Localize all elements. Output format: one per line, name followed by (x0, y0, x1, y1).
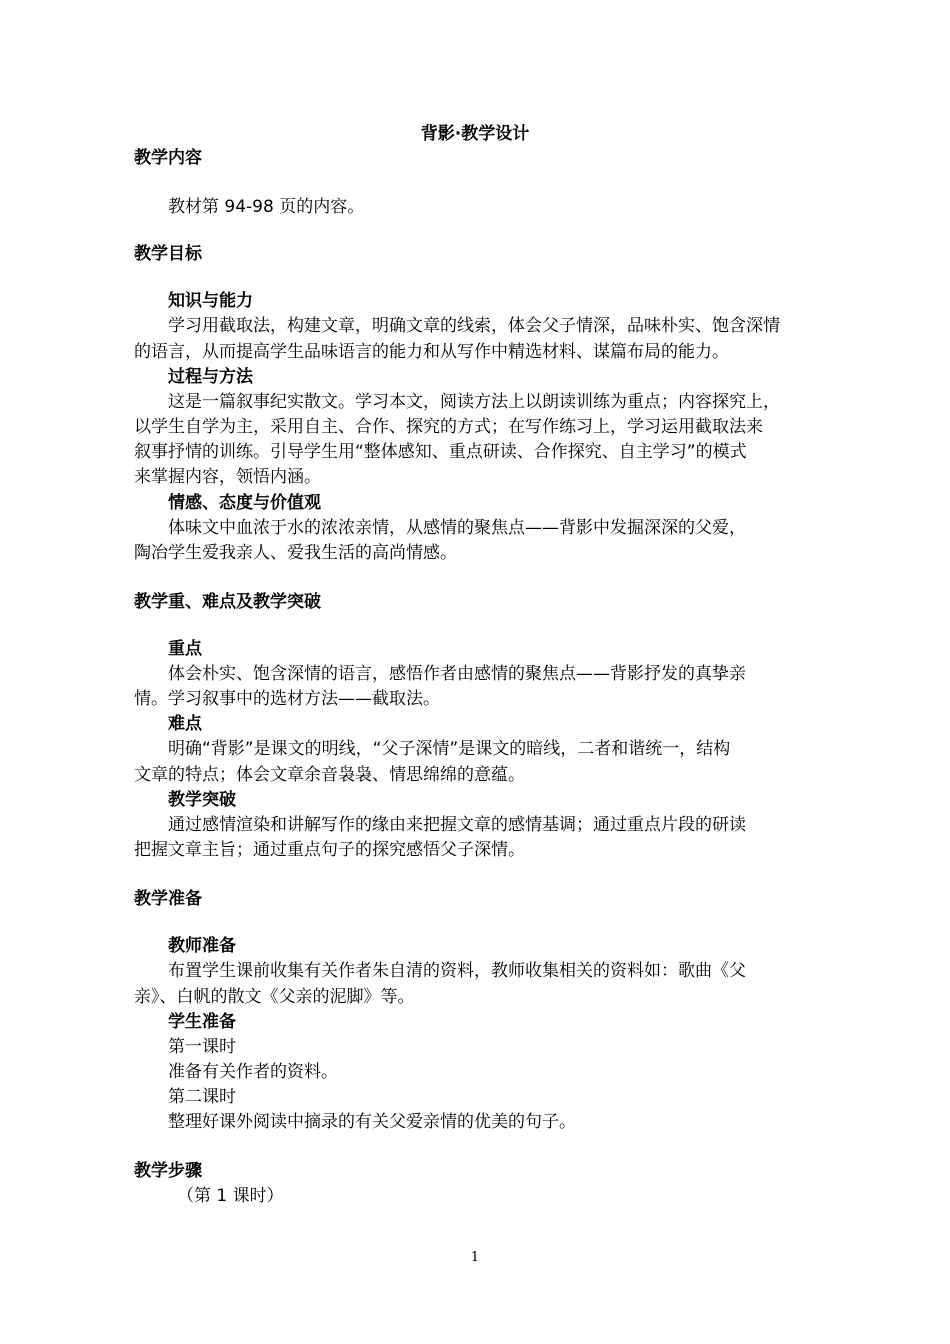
page-title: 背影·教学设计 (420, 124, 530, 144)
paragraph-line: 的语言，从而提高学生品味语言的能力和从写作中精选材料、谋篇布局的能力。 (134, 342, 729, 362)
paragraph-line: 情。学习叙事中的选材方法——截取法。 (134, 689, 440, 709)
paragraph-line: 叙事抒情的训练。引导学生用“整体感知、重点研读、合作探究、自主学习”的模式 (134, 442, 747, 462)
subheading-difficult: 难点 (168, 714, 202, 734)
lesson-label: （第 1 课时） (177, 1186, 284, 1206)
paragraph-line: 陶冶学生爱我亲人、爱我生活的高尚情感。 (134, 543, 457, 563)
paragraph-line: 整理好课外阅读中摘录的有关父爱亲情的优美的句子。 (168, 1112, 576, 1132)
paragraph-line: 把握文章主旨；通过重点句子的探究感悟父子深情。 (134, 840, 525, 860)
paragraph-line: 文章的特点；体会文章余音袅袅、情思绵绵的意蕴。 (134, 765, 525, 785)
paragraph-line: 布置学生课前收集有关作者朱自清的资料，教师收集相关的资料如：歌曲《父 (168, 961, 746, 981)
paragraph-line: 明确“背影”是课文的明线，“父子深情”是课文的暗线，二者和谐统一，结构 (168, 739, 731, 759)
heading-key-difficult: 教学重、难点及教学突破 (134, 592, 321, 612)
paragraph-line: 第二课时 (168, 1087, 236, 1107)
page-number: 1 (470, 1250, 480, 1265)
subheading-knowledge: 知识与能力 (168, 291, 253, 311)
paragraph-line: 第一课时 (168, 1037, 236, 1057)
subheading-process: 过程与方法 (168, 367, 253, 387)
subheading-teacher-prep: 教师准备 (168, 936, 236, 956)
paragraph-line: 准备有关作者的资料。 (168, 1062, 338, 1082)
paragraph-line: 这是一篇叙事纪实散文。学习本文，阅读方法上以朗读训练为重点；内容探究上， (168, 392, 780, 412)
paragraph-line: 亲》、白帆的散文《父亲的泥脚》等。 (134, 987, 415, 1007)
subheading-breakthrough: 教学突破 (168, 790, 236, 810)
subheading-emotion: 情感、态度与价值观 (168, 493, 321, 513)
heading-preparation: 教学准备 (134, 889, 202, 909)
paragraph-line: 学习用截取法，构建文章，明确文章的线索，体会父子情深，品味朴实、饱含深情 (168, 316, 780, 336)
subheading-student-prep: 学生准备 (168, 1012, 236, 1032)
subheading-key: 重点 (168, 639, 202, 659)
paragraph-line: 体味文中血浓于水的浓浓亲情，从感情的聚焦点——背影中发掘深深的父爱， (168, 518, 746, 538)
paragraph-teaching-content: 教材第 94-98 页的内容。 (168, 197, 365, 217)
heading-teaching-goals: 教学目标 (134, 244, 202, 264)
paragraph-line: 通过感情渲染和讲解写作的缘由来把握文章的感情基调；通过重点片段的研读 (168, 815, 746, 835)
paragraph-line: 来掌握内容，领悟内涵。 (134, 467, 321, 487)
heading-teaching-steps: 教学步骤 (134, 1161, 202, 1181)
paragraph-line: 体会朴实、饱含深情的语言，感悟作者由感情的聚焦点——背影抒发的真挚亲 (168, 664, 746, 684)
heading-teaching-content: 教学内容 (134, 148, 202, 168)
paragraph-line: 以学生自学为主，采用自主、合作、探究的方式；在写作练习上，学习运用截取法来 (134, 417, 763, 437)
